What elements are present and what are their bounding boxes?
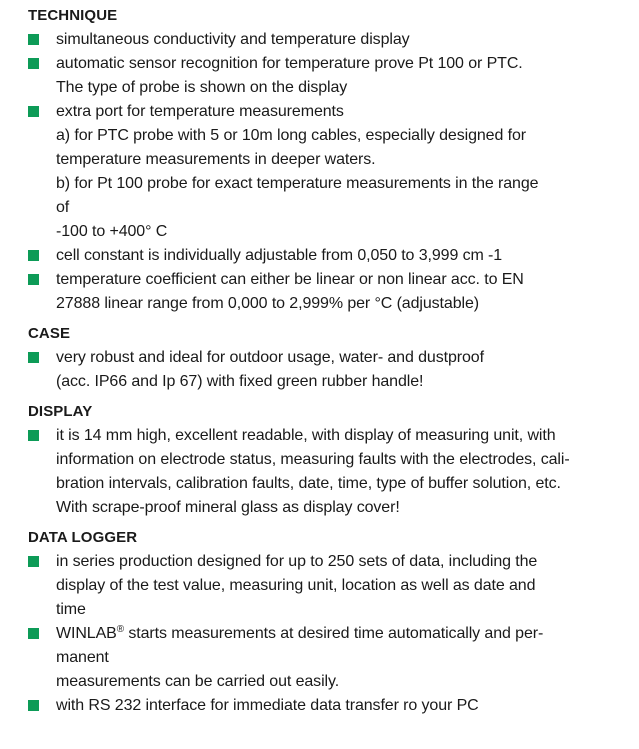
section-heading: CASE xyxy=(28,325,71,342)
bullet-list xyxy=(28,550,628,718)
green-square-bullet-icon xyxy=(28,106,39,117)
green-square-bullet-icon xyxy=(28,430,39,441)
item-text-line: information on electrode status, measuring faults with the electrodes, cali- xyxy=(56,451,570,468)
green-square-bullet-icon xyxy=(28,352,39,363)
item-text-line: simultaneous conductivity and temperature display xyxy=(56,31,410,48)
section-case xyxy=(28,324,628,394)
green-square-bullet-icon xyxy=(28,274,39,285)
section-heading: DATA LOGGER xyxy=(28,529,138,546)
bullet-list xyxy=(28,346,628,394)
section-heading: TECHNIQUE xyxy=(28,7,118,24)
list-item xyxy=(28,622,628,694)
item-text-line: With scrape-proof mineral glass as display cover! xyxy=(56,499,400,516)
green-square-bullet-icon xyxy=(28,556,39,567)
item-text-line: extra port for temperature measurements xyxy=(56,103,344,120)
bullet-list xyxy=(28,424,628,520)
item-text-line: very robust and ideal for outdoor usage, water- and dustproof xyxy=(56,349,484,366)
item-text-line: it is 14 mm high, excellent readable, with display of measuring unit, with xyxy=(56,427,556,444)
section-data-logger xyxy=(28,528,628,718)
item-text-line: time xyxy=(56,601,86,618)
section-heading: DISPLAY xyxy=(28,403,93,420)
list-item xyxy=(28,694,628,718)
item-text-line: manent xyxy=(56,649,109,666)
list-item xyxy=(28,424,628,520)
green-square-bullet-icon xyxy=(28,34,39,45)
item-text-line: display of the test value, measuring unit, location as well as date and xyxy=(56,577,536,594)
bullet-list xyxy=(28,28,628,316)
document-page xyxy=(28,6,628,718)
spec-sections xyxy=(28,6,628,718)
item-text-line: cell constant is individually adjustable from 0,050 to 3,999 cm -1 xyxy=(56,247,503,264)
item-text-line: temperature measurements in deeper waters. xyxy=(56,151,376,168)
item-text-line: measurements can be carried out easily. xyxy=(56,673,340,690)
item-text-line: automatic sensor recognition for temperature prove Pt 100 or PTC. xyxy=(56,55,523,72)
list-item xyxy=(28,28,628,52)
green-square-bullet-icon xyxy=(28,628,39,639)
item-text-line: with RS 232 interface for immediate data transfer ro your PC xyxy=(56,697,479,714)
item-text-line: a) for PTC probe with 5 or 10m long cables, especially designed for xyxy=(56,127,526,144)
item-text-line: in series production designed for up to 250 sets of data, including the xyxy=(56,553,538,570)
section-display xyxy=(28,402,628,520)
list-item xyxy=(28,268,628,316)
item-text-line: bration intervals, calibration faults, date, time, type of buffer solution, etc. xyxy=(56,475,561,492)
green-square-bullet-icon xyxy=(28,700,39,711)
list-item xyxy=(28,550,628,622)
item-text-line: WINLAB® starts measurements at desired time automatically and per- xyxy=(56,624,544,642)
green-square-bullet-icon xyxy=(28,58,39,69)
list-item xyxy=(28,100,628,244)
green-square-bullet-icon xyxy=(28,250,39,261)
item-text-line: The type of probe is shown on the display xyxy=(56,79,348,96)
list-item xyxy=(28,52,628,100)
item-text-line: -100 to +400° C xyxy=(56,223,168,240)
item-text-line: 27888 linear range from 0,000 to 2,999% per °C (adjustable) xyxy=(56,295,479,312)
item-text-line: of xyxy=(56,199,70,216)
list-item xyxy=(28,346,628,394)
list-item xyxy=(28,244,628,268)
registered-mark: ® xyxy=(116,624,125,635)
item-text-line: temperature coefficient can either be linear or non linear acc. to EN xyxy=(56,271,524,288)
item-text-line: b) for Pt 100 probe for exact temperature measurements in the range xyxy=(56,175,539,192)
section-technique xyxy=(28,6,628,316)
item-text-line: (acc. IP66 and Ip 67) with fixed green rubber handle! xyxy=(56,373,424,390)
